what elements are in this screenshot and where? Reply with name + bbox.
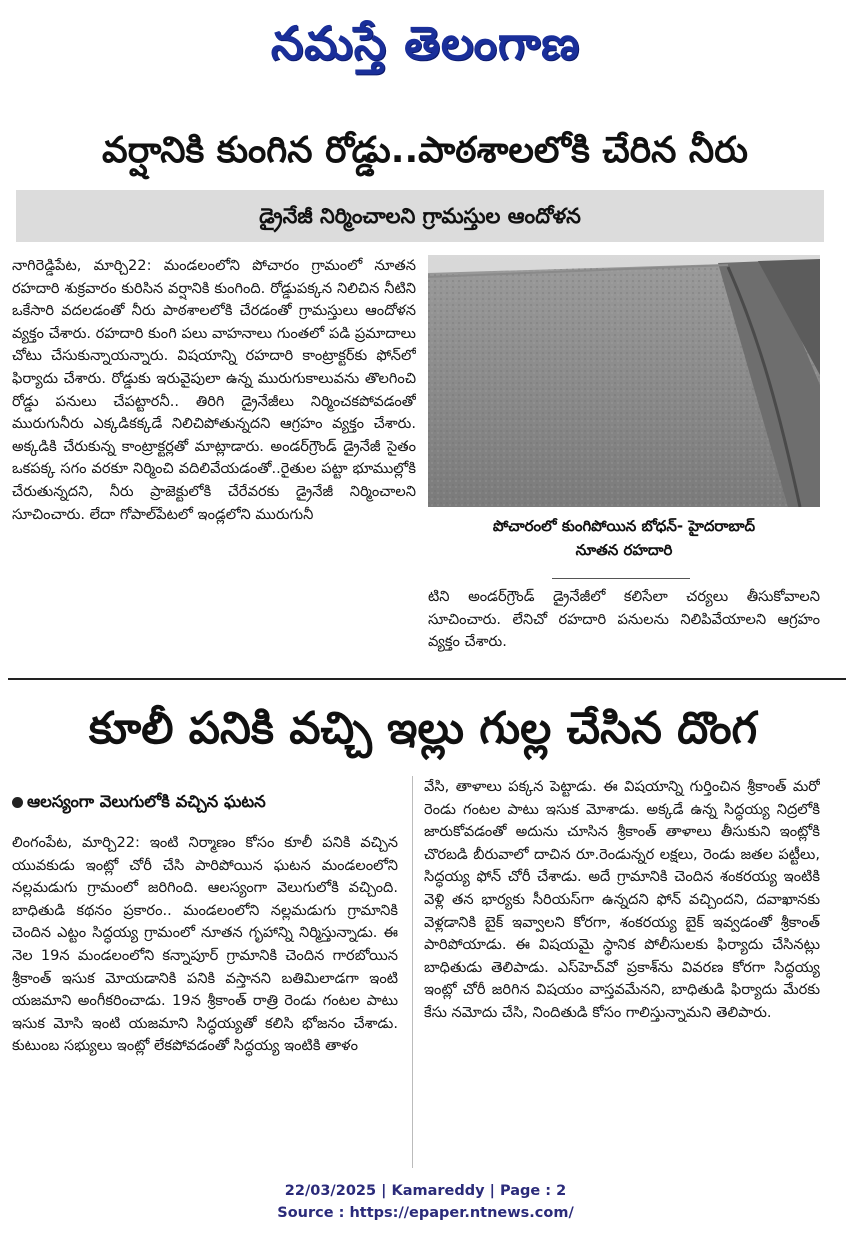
caption-divider bbox=[552, 578, 690, 579]
page-footer bbox=[0, 1180, 851, 1230]
photo-caption bbox=[428, 514, 820, 566]
bullet-icon bbox=[12, 797, 23, 808]
article2-bullet bbox=[12, 788, 402, 816]
column-divider bbox=[412, 776, 413, 1168]
footer-source-line: Source : https://epaper.ntnews.com/ bbox=[277, 1205, 574, 1221]
article2-bullet-text: ఆలస్యంగా వెలుగులోకి వచ్చిన ఘటన bbox=[27, 792, 266, 811]
article1-subheadline: డ్రైనేజీ నిర్మించాలని గ్రామస్తుల ఆందోళన bbox=[16, 190, 824, 242]
article2-body-left: లింగంపేట, మార్చి22: ఇంటి నిర్మాణం కోసం కూలీ పనికి వచ్చిన యువకుడు ఇంట్లో చోరీ చేసి పారిపోయిన ఘటన మండలంలోని నల్లమడుగు గ్రామంలో జరిగింది. ఆలస్యంగా వెలుగులోకి వచ్చింది. బాధితుడి కథనం ప్రకారం.. మండలంలోని నల్లమడుగు గ్రామానికి చెందిన ఎట్టం సిద్ధయ్య గ్రామంలో నూతన గృహాన్ని నిర్మిస్తున్నాడు. ఈ నెల 19న మండలంలోని కన్నాపూర్ గ్రామానికి చెందిన గారబోయిన శ్రీకాంత్ ఇసుక మోయడానికి పనికి వస్తానని బతిమిలాడగా ఇంటి యజమాని అంగీకరించాడు. 19న శ్రీకాంత్ రాత్రి రెండు గంటల పాటు ఇసుక మోసి ఇంటి యజమాని సిద్ధయ్యతో కలిసి భోజనం చేశాడు. కుటుంబ సభ్యులు ఇంట్లో లేకపోవడంతో సిద్ధయ్య ఇంటికి తాళం bbox=[12, 834, 398, 1055]
article1-headline: వర్షానికి కుంగిన రోడ్డు..పాఠశాలలోకి చేరిన నీరు bbox=[102, 130, 748, 171]
section-divider bbox=[8, 678, 846, 680]
article1-body-left: నాగిరెడ్డిపేట, మార్చి22: మండలంలోని పోచారం గ్రామంలో నూతన రహదారి శుక్రవారం కురిసిన వర్షానికి కుంగింది. రోడ్డుపక్కన నిలిచిన నీటిని ఒకేసారి వదలడంతో నీరు పాఠశాలలోకి చేరడంతో గ్రామస్తులు ఆందోళన వ్యక్తం చేశారు. రహదారి కుంగి పలు వాహనాలు గుంతలో పడి ప్రమాదాలు చోటు చేసుకున్నాయన్నారు. విషయాన్ని రహదారి కాంట్రాక్టర్‌కు ఫోన్‌లో ఫిర్యాదు చేశారు. రోడ్డుకు ఇరువైపులా ఉన్న మురుగుకాలువను తొలగించి రోడ్డు పనులు చేపట్టారనీ.. తిరిగి డ్రైనేజీలు నిర్మించకపోవడంతో మురుగునీరు ఎక్కడికక్కడే నిలిచిపోతున్నదని ఆగ్రహం వ్యక్తం చేశారు. అక్కడికి చేరుకున్న కాంట్రాక్టర్లతో మాట్లాడారు. అండర్‌గ్రౌండ్ డ్రైనేజీ సైతం ఒకపక్క సగం వరకూ నిర్మించి వదిలివేయడంతో..రైతుల పట్టా భూముల్లోకి చేరుతున్నదని, నీరు ప్రాజెక్టులోకి చేరేవరకు డ్రైనేజీ నిర్మించాలని సూచించారు. లేదా గోపాల్‌పేటలో ఇండ్లలోని మురుగునీ bbox=[12, 257, 416, 523]
article2-headline: కూలీ పనికి వచ్చి ఇల్లు గుల్ల చేసిన దొంగ bbox=[88, 703, 758, 754]
article1-body-right: టిని అండర్‌గ్రౌండ్ డ్రైనేజీలో కలిసేలా చర్యలు తీసుకోవాలని సూచించారు. లేనిచో రహదారి పనులను నిలిపివేయాలని ఆగ్రహం వ్యక్తం చేశారు. bbox=[428, 588, 820, 651]
masthead-title: నమస్తే తెలంగాణ bbox=[270, 16, 581, 70]
footer-date-line: 22/03/2025 | Kamareddy | Page : 2 bbox=[284, 1183, 567, 1199]
photo-caption-line1: పోచారంలో కుంగిపోయిన బోధన్‌- హైదరాబాద్ bbox=[492, 517, 756, 535]
photo-caption-line2: నూతన రహదారి bbox=[575, 541, 673, 559]
road-photo bbox=[428, 255, 820, 507]
article2-body-right: వేసి, తాళాలు పక్కన పెట్టాడు. ఈ విషయాన్ని గుర్తించిన శ్రీకాంత్ మరో రెండు గంటల పాటు ఇసుక మోశాడు. అక్కడే ఉన్న సిద్ధయ్య నిద్రలోకి జారుకోవడంతో అదును చూసిన శ్రీకాంత్ తాళాలు తీసుకుని ఇంట్లోకి చొరబడి బీరువాలో దాచిన రూ.రెండున్నర లక్షలు, రెండు జతల పట్టీలు, సిద్ధయ్య ఫోన్ చోరీ చేశాడు. అదే గ్రామానికి చెందిన శంకరయ్య ఇంటికి వెళ్లి తన భార్యకు సీరియస్‌గా ఉన్నదని ఫోన్ వచ్చిందని, దవాఖానకు వెళ్లడానికి బైక్ ఇవ్వాలని కోరగా, శంకరయ్య బైక్ ఇవ్వడంతో శ్రీకాంత్ పారిపోయాడు. ఈ విషయమై స్థానిక పోలీసులకు ఫిర్యాదు చేసినట్లు బాధితుడు తెలిపాడు. ఎస్‌హెచ్‌వో ప్రకాశ్‌ను వివరణ కోరగా సిద్ధయ్య ఇంట్లో చోరీ జరిగిన విషయం వాస్తవమేనని, బాధితుడి ఫిర్యాదు మేరకు కేసు నమోదు చేసి, నిందితుడి కోసం గాలిస్తున్నామని తెలిపారు. bbox=[424, 778, 820, 1021]
